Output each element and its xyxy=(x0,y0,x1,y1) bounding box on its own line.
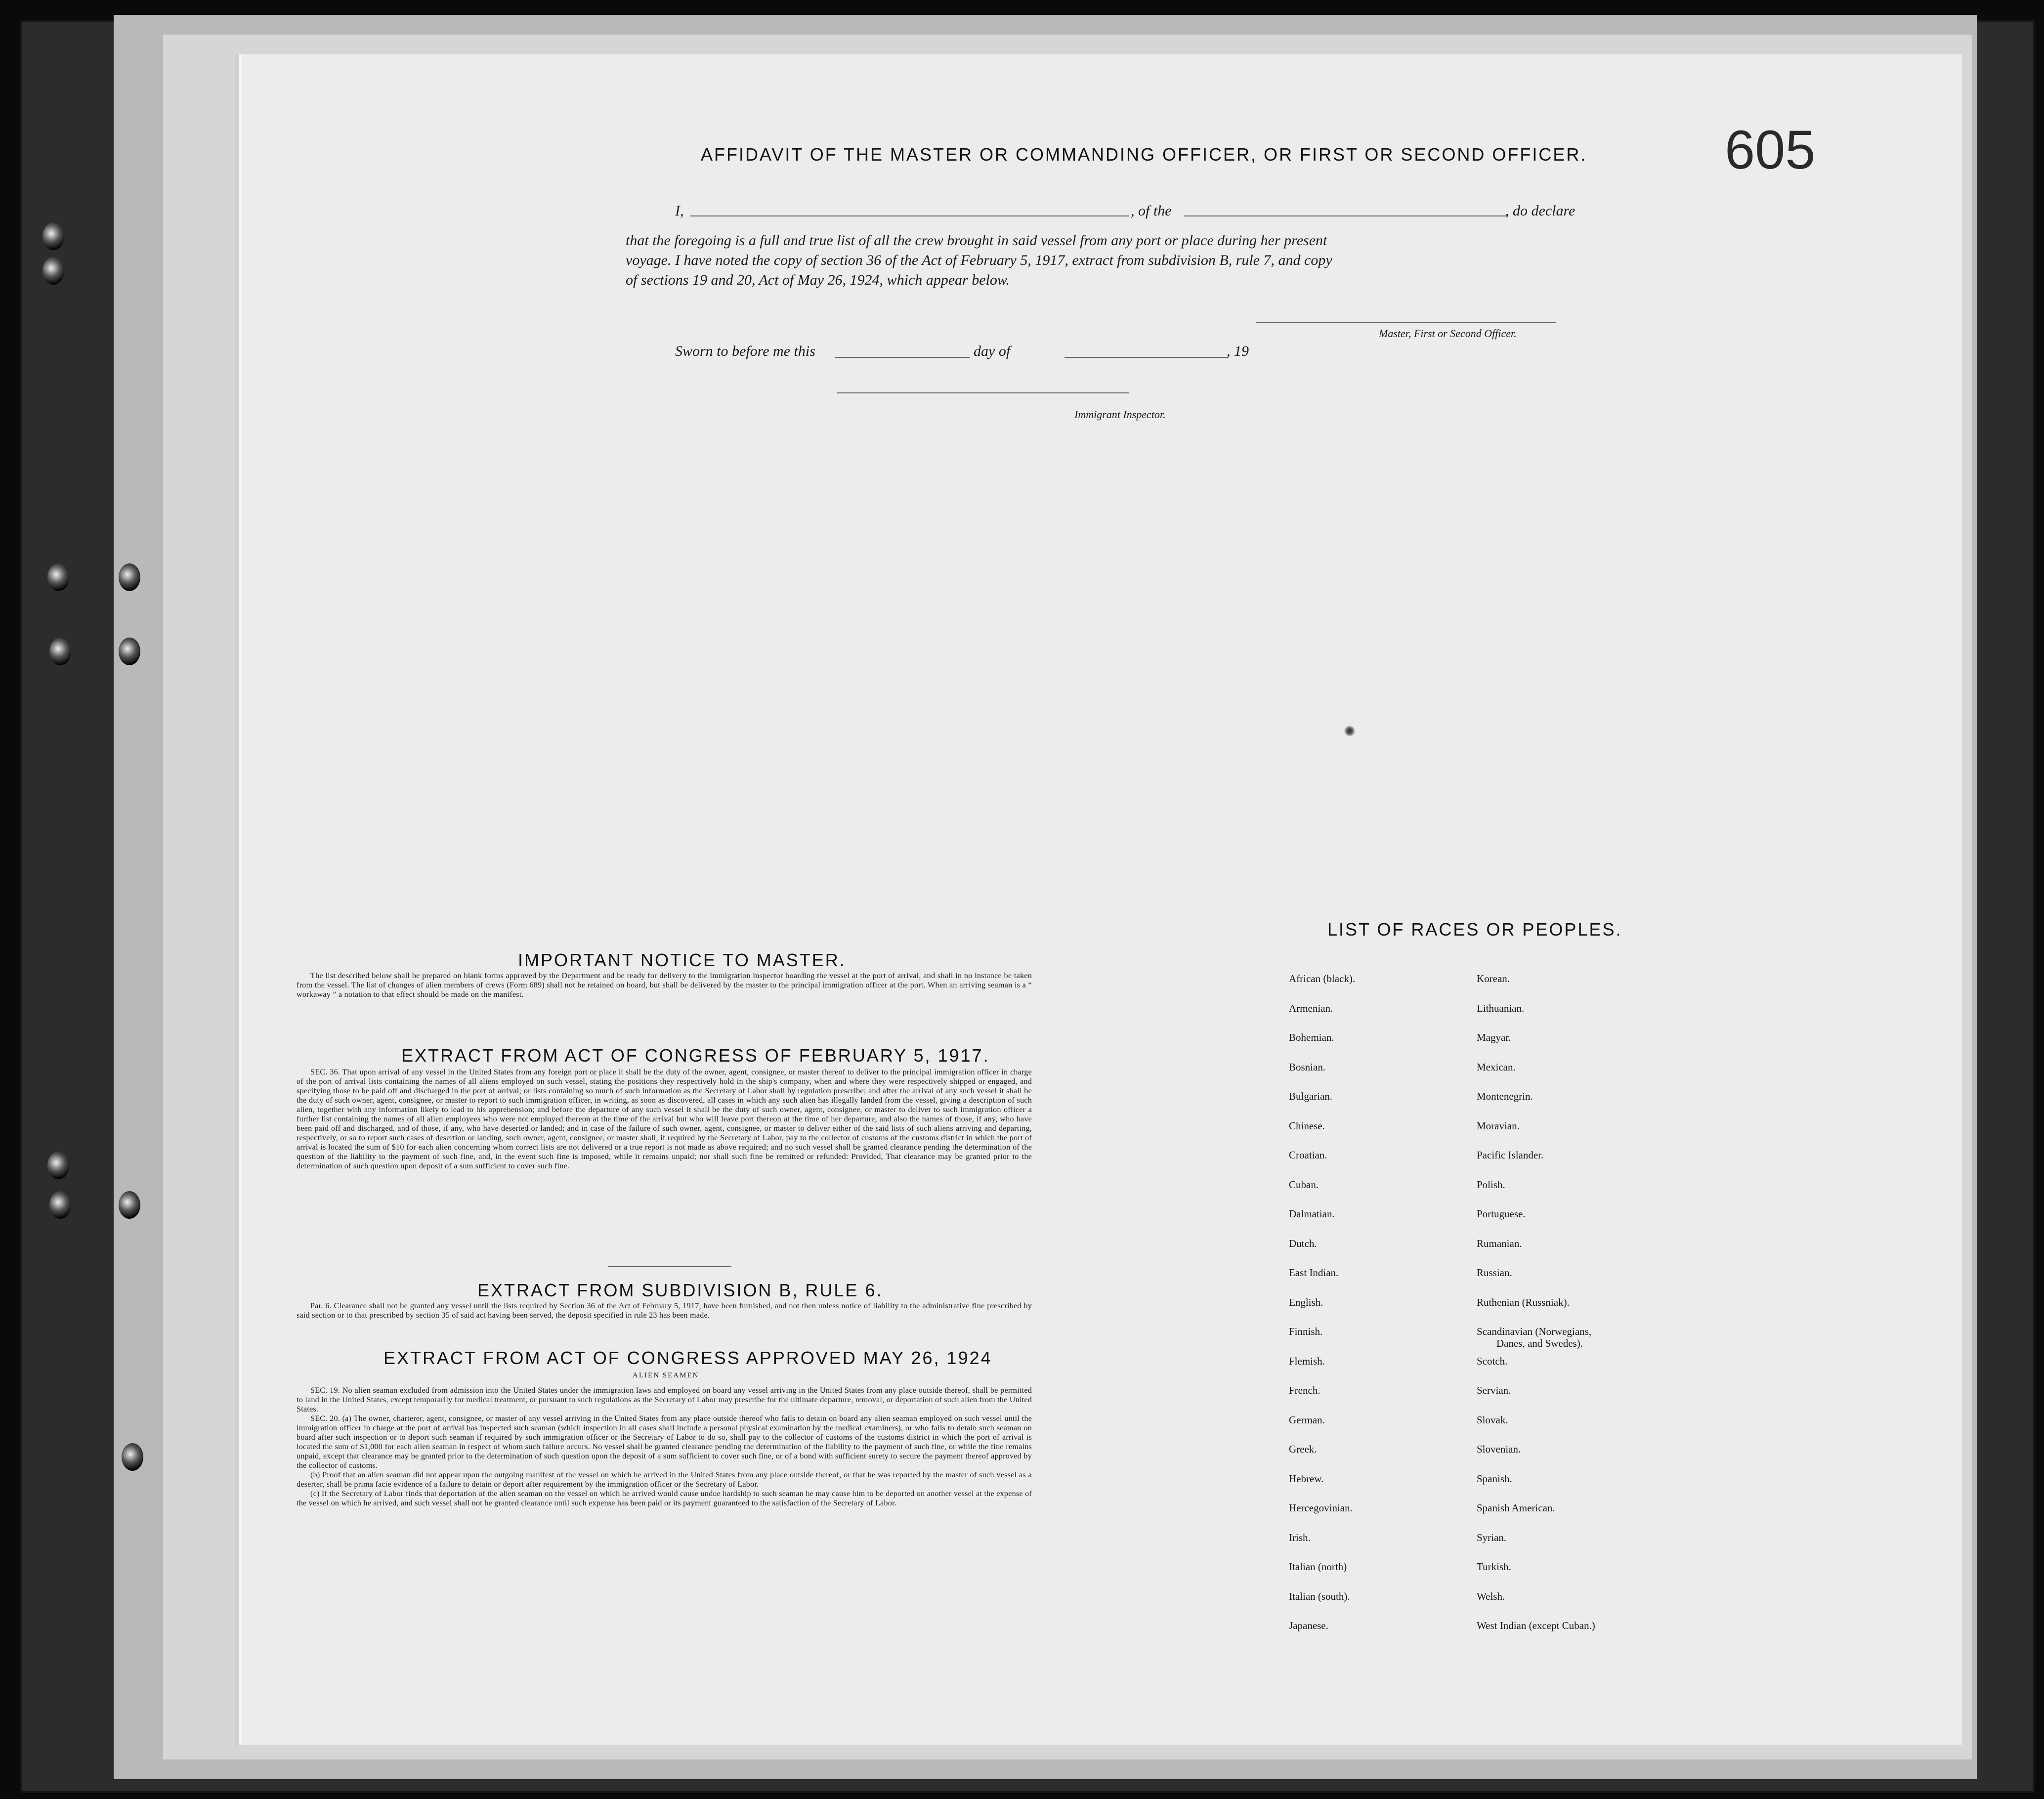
race-label: Cuban. xyxy=(1289,1178,1319,1191)
declare-text: , do declare xyxy=(1505,203,1576,219)
race-item xyxy=(1289,1031,1355,1061)
race-label: Japanese. xyxy=(1289,1620,1328,1631)
race-label: Magyar. xyxy=(1477,1031,1511,1043)
race-item xyxy=(1289,1326,1355,1355)
signature-label: Master, First or Second Officer. xyxy=(1379,327,1517,340)
race-label: Russian. xyxy=(1477,1267,1512,1279)
race-label: African (black). xyxy=(1289,973,1356,985)
race-label: Bohemian. xyxy=(1289,1031,1334,1043)
race-label: Servian. xyxy=(1477,1384,1511,1396)
race-label: Rumanian. xyxy=(1477,1237,1522,1249)
manifest-page xyxy=(242,54,1962,1745)
race-item xyxy=(1477,1061,1595,1091)
race-item xyxy=(1289,973,1355,1002)
signature-line[interactable] xyxy=(1256,322,1556,323)
inspector-signature-line[interactable] xyxy=(837,392,1129,393)
race-item xyxy=(1289,1502,1355,1532)
race-label: Moravian. xyxy=(1477,1119,1520,1132)
race-item xyxy=(1477,1149,1595,1179)
race-label: Dutch. xyxy=(1289,1237,1317,1249)
race-label: Greek. xyxy=(1289,1443,1317,1455)
races-column-1 xyxy=(1289,973,1355,1649)
extract-rule6-text xyxy=(297,1301,1032,1320)
sworn-day-field[interactable] xyxy=(835,357,970,358)
race-label: Montenegrin. xyxy=(1477,1090,1533,1102)
race-item xyxy=(1477,1384,1595,1414)
declarant-prefix: I, xyxy=(675,203,684,219)
race-label: Italian (south). xyxy=(1289,1590,1350,1602)
race-item xyxy=(1289,1355,1355,1385)
race-item xyxy=(1477,1532,1595,1561)
race-item xyxy=(1477,1238,1595,1267)
race-label: Portuguese. xyxy=(1477,1208,1526,1220)
race-label-continuation: Danes, and Swedes). xyxy=(1496,1337,1583,1349)
ink-spot xyxy=(1344,726,1355,736)
race-item xyxy=(1477,1267,1595,1296)
race-item xyxy=(1289,1179,1355,1208)
notice-paragraph: The list described below shall be prepared on blank forms approved by the Department and be ready for delivery to the immigration inspector boarding the vessel at the port of arrival, and shall in no instance be taken from the vessel. The list of changes of alien members of crews (Form 689) shall not be retained on board, but shall be delivered by the master to the principal immigration officer at the port. When an arriving seaman is a “ workaway ” a notation to that effect should be made on the manifest. xyxy=(297,971,1032,999)
binder-hole xyxy=(119,1191,140,1219)
races-column-2 xyxy=(1477,973,1595,1649)
binder-hole xyxy=(49,638,71,665)
race-label: Slovenian. xyxy=(1477,1443,1521,1455)
race-item xyxy=(1289,1208,1355,1238)
race-item xyxy=(1477,1002,1595,1032)
race-label: Scandinavian (Norwegians, xyxy=(1477,1326,1592,1337)
extract-rule6-heading: EXTRACT FROM SUBDIVISION B, RULE 6. xyxy=(477,1280,883,1300)
alien-seamen-subheading: ALIEN SEAMEN xyxy=(633,1371,699,1379)
race-label: Irish. xyxy=(1289,1531,1311,1543)
race-item xyxy=(1289,1296,1355,1326)
section-20b-paragraph: (b) Proof that an alien seaman did not appear upon the outgoing manifest of the vessel on which he arrived in the United States from any place outside thereof, or that he was reported by the master of such vessel as a deserter, shall be prima facie evidence of a failure to detain or deport after requirement by the immigration officer or the Secretary of Labor. xyxy=(297,1470,1032,1489)
race-label: Flemish. xyxy=(1289,1355,1325,1367)
vessel-prefix: , of the xyxy=(1131,203,1172,219)
race-item xyxy=(1477,1031,1595,1061)
section-20a-paragraph: SEC. 20. (a) The owner, charterer, agent, consignee, or master of any vessel arriving in the United States from any place outside thereof who fails to detain on board any alien seaman employed on such vessel until the immigration officer in charge at the port of arrival has inspected such seaman (which inspection in all cases shall include a personal physical examination by the medical examiners), or who fails to detain such seaman on board after such inspection or to deport such seaman if required by such immigration officer or the Secretary of Labor to do so, shall pay to the collector of customs of the customs district in which the port of arrival is located the sum of $1,000 for each alien seaman in respect of whom such failure occurs. No vessel shall be granted clearance pending the determination of the liability to the payment of such fine, or while the fine remains unpaid, except that clearance may be granted prior to the determination of such question upon the deposit of a sum sufficient to cover such fine, or of a bond with sufficient surety to secure the payment thereof approved by the collector of customs. xyxy=(297,1414,1032,1470)
race-item xyxy=(1289,1267,1355,1296)
affidavit-heading: AFFIDAVIT OF THE MASTER OR COMMANDING OFFICER, OR FIRST OR SECOND OFFICER. xyxy=(701,144,1587,165)
race-item xyxy=(1289,1149,1355,1179)
race-item xyxy=(1477,1208,1595,1238)
race-item xyxy=(1477,1179,1595,1208)
race-item xyxy=(1477,1120,1595,1150)
race-label: English. xyxy=(1289,1296,1323,1308)
race-item xyxy=(1477,1473,1595,1502)
binder-hole xyxy=(43,257,64,285)
binder-hole xyxy=(119,638,140,665)
sworn-year: , 19 xyxy=(1227,343,1249,359)
section-36-paragraph: SEC. 36. That upon arrival of any vessel in the United States from any foreign port or place it shall be the duty of the owner, agent, consignee, or master thereof to deliver to the principal immigration officer in charge of the port of arrival lists containing the names of all aliens employed on such vessel, stating the positions they respectively hold in the ship's company, when and where they were respectively shipped or engaged, and specifying those to be paid off and discharged in the port of arrival; or lists containing so much of such information as the Secretary of Labor shall by regulation prescribe; and after the arrival of any such vessel it shall be the duty of such owner, agent, consignee, or master to report to such immigration officer, in writing, as soon as discovered, all cases in which any such alien has illegally landed from the vessel, giving a description of such alien, together with any information likely to lead to his apprehension; and before the departure of any such vessel it shall be the duty of such owner, agent, consignee, or master to deliver to such immigration officer a further list containing the names of all alien employees who were not employed thereon at the time of the arrival but who will leave port thereon at the time of her departure, and also the names of those, if any, who have been paid off and discharged, and of those, if any, who have deserted or landed; and in case of the failure of such owner, agent, consignee, or master to deliver either of the said lists of such aliens arriving and departing, respectively, or so to report such cases of desertion or landing, such owner, agent, consignee, or master shall, if required by the Secretary of Labor, pay to the collector of customs of the customs district in which the port of arrival is located the sum of $10 for each alien concerning whom correct lists are not delivered or a true report is not made as above required; and no such vessel shall be granted clearance pending the determination of the question of the liability to the payment of such fine, and, in the event such fine is imposed, while it remains unpaid; nor shall such fine be remitted or refunded: Provided, That clearance may be granted prior to the determination of such question upon deposit of a sum sufficient to cover such fine. xyxy=(297,1068,1032,1170)
extract-1917-heading: EXTRACT FROM ACT OF CONGRESS OF FEBRUARY 5, 1917. xyxy=(401,1045,990,1066)
vessel-name-field[interactable] xyxy=(1184,215,1507,216)
race-item xyxy=(1477,1502,1595,1532)
page-number: 605 xyxy=(1725,120,1816,180)
race-label: Croatian. xyxy=(1289,1149,1327,1161)
race-label: Syrian. xyxy=(1477,1531,1507,1543)
race-item xyxy=(1289,1620,1355,1649)
race-item xyxy=(1477,1590,1595,1620)
binder-hole xyxy=(47,1152,69,1179)
race-label: Turkish. xyxy=(1477,1561,1511,1573)
sworn-month-field[interactable] xyxy=(1065,357,1228,358)
race-label: Mexican. xyxy=(1477,1061,1516,1073)
section-20c-paragraph: (c) If the Secretary of Labor finds that deportation of the alien seaman on the vessel on which he arrived would cause undue hardship to such seaman he may cause him to be deported on another vessel at the expense of the vessel on which he arrived, and such vessel shall not be granted clearance until such expense has been paid or its payment guaranteed to the satisfaction of the Secretary of Labor. xyxy=(297,1489,1032,1507)
section-divider xyxy=(608,1266,731,1267)
declarant-name-field[interactable] xyxy=(690,215,1129,216)
race-label: West Indian (except Cuban.) xyxy=(1477,1620,1595,1631)
race-item xyxy=(1477,1561,1595,1590)
race-item xyxy=(1477,1414,1595,1444)
binder-hole xyxy=(47,563,69,591)
race-label: Polish. xyxy=(1477,1178,1505,1191)
extract-1924-text xyxy=(297,1386,1032,1508)
race-label: Dalmatian. xyxy=(1289,1208,1335,1220)
section-19-paragraph: SEC. 19. No alien seaman excluded from admission into the United States under the immigration laws and employed on board any vessel arriving in the United States from any place outside thereof, shall be permitted to land in the United States, except temporarily for medical treatment, or pursuant to such regulations as the Secretary of Labor may prescribe for the ultimate departure, removal, or deportation of such alien from the United States. xyxy=(297,1386,1032,1414)
race-item xyxy=(1477,1326,1595,1355)
notice-text xyxy=(297,971,1032,999)
race-label: Hebrew. xyxy=(1289,1472,1324,1485)
race-item xyxy=(1289,1238,1355,1267)
affidavit-statement: voyage. I have noted the copy of section 36 of the Act of February 5, 1917, extract from subdivision B, rule 7, and copy xyxy=(626,252,1332,268)
race-item xyxy=(1289,1384,1355,1414)
notice-heading: IMPORTANT NOTICE TO MASTER. xyxy=(518,950,846,970)
binder-hole xyxy=(49,1191,71,1219)
race-label: Finnish. xyxy=(1289,1326,1323,1337)
race-label: French. xyxy=(1289,1384,1320,1396)
binder-hole xyxy=(119,563,140,591)
race-item xyxy=(1289,1061,1355,1091)
race-label: Pacific Islander. xyxy=(1477,1149,1544,1161)
binder-hole xyxy=(122,1443,143,1471)
race-label: Ruthenian (Russniak). xyxy=(1477,1296,1570,1308)
race-item xyxy=(1289,1561,1355,1590)
race-item xyxy=(1477,1090,1595,1120)
extract-1917-text xyxy=(297,1068,1032,1171)
race-label: Scotch. xyxy=(1477,1355,1508,1367)
affidavit-statement: of sections 19 and 20, Act of May 26, 1924, which appear below. xyxy=(626,272,1010,288)
race-item xyxy=(1289,1443,1355,1473)
race-label: Armenian. xyxy=(1289,1002,1333,1014)
races-heading: LIST OF RACES OR PEOPLES. xyxy=(1327,919,1622,940)
race-item xyxy=(1289,1590,1355,1620)
race-label: Italian (north) xyxy=(1289,1561,1347,1573)
race-label: Welsh. xyxy=(1477,1590,1505,1602)
race-label: Spanish American. xyxy=(1477,1502,1555,1514)
rule6-paragraph: Par. 6. Clearance shall not be granted any vessel until the lists required by Section 36 of the Act of February 5, 1917, have been furnished, and not then unless notice of liability to the administrative fine prescribed by said section or to that prescribed by section 35 of said act having been served, the deposit specified in rule 23 has been made. xyxy=(297,1301,1032,1320)
race-item xyxy=(1289,1473,1355,1502)
race-item xyxy=(1477,1620,1595,1649)
extract-1924-heading: EXTRACT FROM ACT OF CONGRESS APPROVED MAY 26, 1924 xyxy=(383,1348,992,1368)
race-item xyxy=(1289,1120,1355,1150)
race-item xyxy=(1289,1002,1355,1032)
race-label: Spanish. xyxy=(1477,1472,1512,1485)
sworn-day-of: day of xyxy=(974,343,1011,359)
race-item xyxy=(1477,973,1595,1002)
race-item xyxy=(1289,1532,1355,1561)
binder-hole xyxy=(43,222,64,250)
race-label: German. xyxy=(1289,1414,1325,1426)
race-label: East Indian. xyxy=(1289,1267,1339,1279)
race-item xyxy=(1289,1090,1355,1120)
affidavit-statement: that the foregoing is a full and true list of all the crew brought in said vessel from any port or place during her present xyxy=(626,232,1327,249)
inspector-label: Immigrant Inspector. xyxy=(1074,408,1166,421)
race-item xyxy=(1477,1443,1595,1473)
race-label: Lithuanian. xyxy=(1477,1002,1525,1014)
race-label: Chinese. xyxy=(1289,1119,1325,1132)
race-label: Hercegovinian. xyxy=(1289,1502,1353,1514)
sworn-text: Sworn to before me this xyxy=(675,343,815,359)
race-item xyxy=(1477,1296,1595,1326)
race-label: Bosnian. xyxy=(1289,1061,1326,1073)
race-label: Slovak. xyxy=(1477,1414,1508,1426)
race-label: Bulgarian. xyxy=(1289,1090,1333,1102)
race-item xyxy=(1477,1355,1595,1385)
bleed-through-title xyxy=(430,128,443,168)
race-item xyxy=(1289,1414,1355,1444)
race-label: Korean. xyxy=(1477,973,1510,985)
